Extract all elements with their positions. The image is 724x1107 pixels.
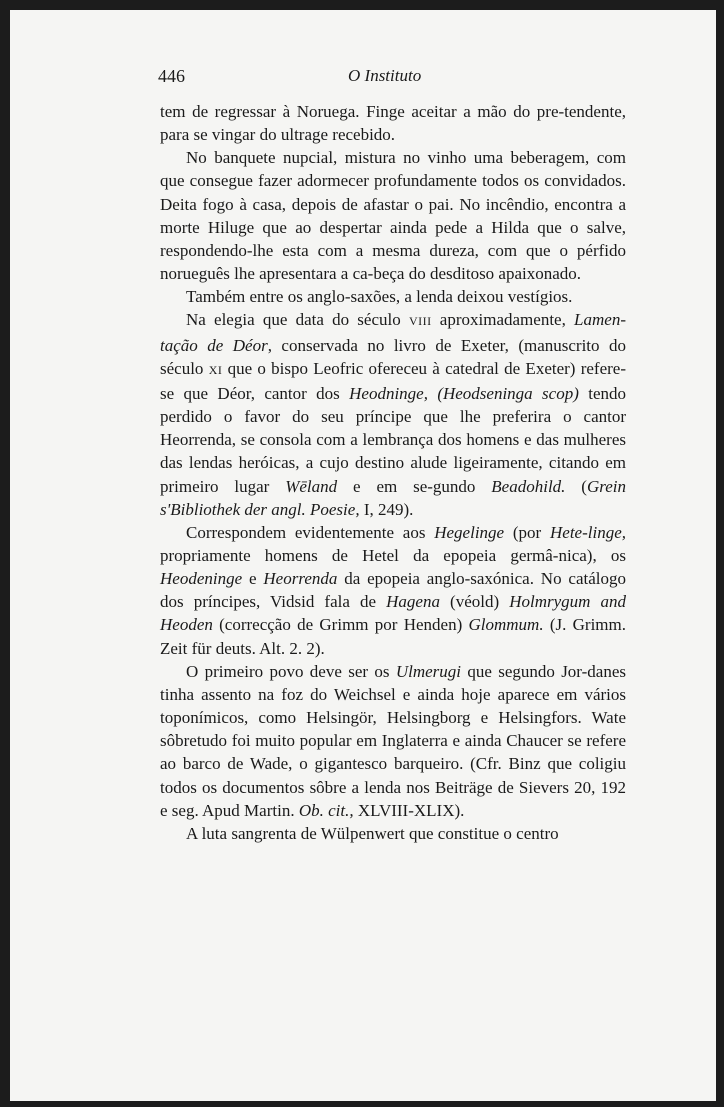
italic-text: Ulmerugi — [395, 661, 461, 681]
text-run: (por — [504, 522, 550, 542]
book-page — [10, 10, 716, 1101]
body-text — [160, 100, 626, 845]
italic-text: Lamen-tação de Déor — [160, 310, 626, 355]
text-run: Também entre os anglo-saxões, a lenda deixou vestígios. — [186, 287, 573, 307]
text-run: (J. Grimm. Zeit für deuts. Alt. 2. 2). — [160, 615, 626, 658]
paragraph — [160, 521, 626, 660]
text-run: ( — [565, 476, 587, 496]
text-run: I, 249). — [359, 499, 414, 519]
paragraph — [160, 308, 626, 520]
text-run: que segundo Jor-danes tinha assento na foz do Weichsel e ainda hoje aparece em vários toponímicos, como Helsingör, Helsingborg e Helsingfors. Wate sôbretudo foi muito popular em Inglaterra e ainda Chaucer se refere ao barco de Wade, o gigantesco barqueiro. (Cfr. Binz que coligiu todos os documentos sôbre a lenda nos Beiträge de Sievers 20, 192 e seg. Apud Martin. — [160, 661, 627, 820]
text-run: e em se-gundo — [337, 476, 492, 496]
text-run: O primeiro povo deve ser os — [186, 661, 396, 681]
text-run: que o bispo Leofric ofereceu à catedral de Exeter) refere-se que Déor, cantor dos — [160, 358, 626, 403]
text-run: XLVIII-XLIX). — [353, 800, 465, 820]
text-run: A luta sangrenta de Wülpenwert que constitue o centro — [186, 823, 559, 843]
text-run: (véold) — [439, 592, 510, 612]
text-run: aproximadamente, — [431, 310, 575, 330]
paragraph — [160, 822, 626, 845]
italic-text: Grein s'Bibliothek der angl. Poesie, — [160, 476, 627, 519]
text-run: e — [242, 569, 264, 589]
italic-text: Wēland — [285, 476, 338, 496]
paragraph — [160, 146, 626, 285]
page-header — [158, 66, 628, 96]
text-run: (correcção de Grimm por Henden) — [212, 615, 469, 635]
text-run: , conservada no livro de Exeter, (manuscrito do século — [160, 335, 626, 378]
paragraph — [160, 660, 626, 822]
italic-text: Heodeninge — [160, 569, 243, 589]
text-run: tem de regressar à Noruega. Finge aceitar a mão do pre-tendente, para se vingar do ultrage recebido. — [160, 102, 626, 145]
text-run: da epopeia anglo-saxónica. No catálogo dos príncipes, Vidsid fala de — [160, 569, 627, 612]
italic-text: Hete-linge, — [550, 522, 626, 542]
italic-text: Hagena — [386, 592, 440, 612]
paragraph — [160, 100, 626, 146]
italic-text: Hegelinge — [434, 522, 505, 542]
page-number: 446 — [158, 66, 185, 86]
text-run: No banquete nupcial, mistura no vinho uma beberagem, com que consegue fazer adormecer profundamente todos os convidados. Deita fogo à casa, depois de afastar o pai. No incêndio, encontra a morte Hiluge que ao despertar ainda pede a Hilda que o salve, respondendo-lhe esta com a mesma dureza, com que o pérfido norueguês lhe apresentara a ca-beça do desditoso apaixonado. — [160, 148, 626, 284]
text-run: tendo perdido o favor do seu príncipe que lhe preferira o cantor Heorrenda, se consola com a lembrança dos homens e das mulheres das lendas heróicas, a cujo destino alude ligeiramente, citando em primeiro lugar — [160, 383, 626, 496]
roman-numeral: XI — [208, 362, 223, 377]
italic-text: Ob. cit., — [298, 800, 354, 820]
running-title: O Instituto — [348, 66, 422, 85]
italic-text: Holmrygum and Heoden — [160, 592, 627, 635]
text-run: Correspondem evidentemente aos — [186, 522, 435, 542]
text-run: Na elegia que data do século — [186, 310, 409, 330]
roman-numeral: VIII — [408, 314, 432, 329]
italic-text: Heorrenda — [263, 569, 338, 589]
italic-text: Glommum. — [468, 615, 544, 635]
italic-text: Beadohild. — [491, 476, 566, 496]
text-run: propriamente homens de Hetel da epopeia germâ-nica), os — [160, 545, 626, 565]
italic-text: Heodninge, (Heodseninga scop) — [349, 383, 579, 403]
paragraph — [160, 285, 626, 308]
